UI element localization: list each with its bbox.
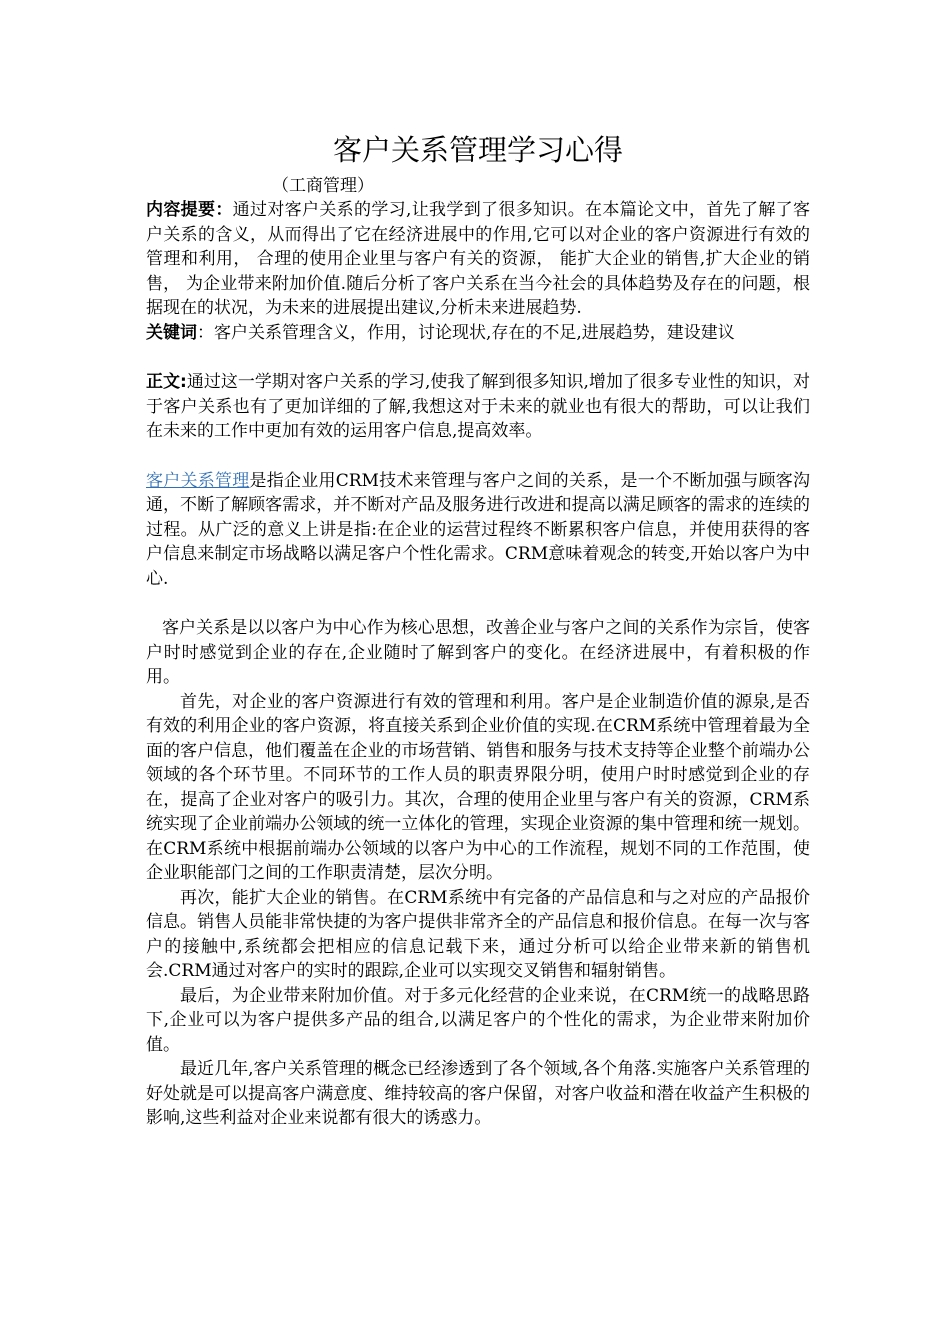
body-paragraph-4: 最后，为企业带来附加价值。对于多元化经营的企业来说，在CRM统一的战略思路下,企业可以为客户提供多产品的组合,以满足客户的个性化的需求，为企业带来附加价值。 [146, 985, 810, 1055]
body-colon: : [180, 372, 187, 392]
document-subtitle: （工商管理） [272, 176, 374, 196]
keywords-label: 关键词 [146, 322, 197, 343]
body-intro-paragraph [146, 370, 810, 444]
definition-paragraph [146, 469, 810, 592]
body-paragraph-3: 再次，能扩大企业的销售。在CRM系统中有完备的产品信息和与之对应的产品报价信息。销售人员能非常快捷的为客户提供非常齐全的产品信息和报价信息。在每一次与客户的接触中,系统都会把相应的信息记载下来，通过分析可以给企业带来新的销售机会.CRM通过对客户的实时的跟踪,企业可以实现交叉销售和辐射销售。 [146, 887, 810, 981]
abstract-label: 内容提要 [146, 200, 216, 220]
body-label: 正文 [146, 372, 181, 392]
body-paragraph-2: 首先，对企业的客户资源进行有效的管理和利用。客户是企业制造价值的源泉,是否有效的利用企业的客户资源，将直接关系到企业价值的实现.在CRM系统中管理着最为全面的客户信息，他们覆盖在企业的市场营销、销售和服务与技术支持等企业整个前端办公领域的各个环节里。不同环节的工作人员的职责界限分明，使用户时时感觉到企业的存在，提高了企业对客户的吸引力。其次，合理的使用企业里与客户有关的资源，CRM系统实现了企业前端办公领域的统一立体化的管理，实现企业资源的集中管理和统一规划。在CRM系统中根据前端办公领域的以客户为中心的工作流程，规划不同的工作范围，使企业职能部门之间的工作职责清楚，层次分明。 [146, 691, 810, 883]
abstract-colon: ： [215, 200, 233, 220]
definition-text: 是指企业用CRM技术来管理与客户之间的关系，是一个不断加强与顾客沟通，不断了解顾客需求，并不断对产品及服务进行改进和提高以满足顾客的需求的连续的过程。从广泛的意义上讲是指:在企业的运营过程终不断累积客户信息，并使用获得的客户信息来制定市场战略以满足客户个性化需求。CRM意味着观念的转变,开始以客户为中心. [146, 470, 810, 589]
abstract-text: 通过对客户关系的学习,让我学到了很多知识。在本篇论文中，首先了解了客户关系的含义，从而得出了它在经济进展中的作用,它可以对企业的客户资源进行有效的管理和利用， 合理的使用企业里与客户有关的资源， 能扩大企业的销售,扩大企业的销售， 为企业带来附加价值.随后分析了客户关系在当今社会的具体趋势及存在的问题，根据现在的状况，为未来的进展提出建议,分析未来进展趋势. [146, 200, 811, 318]
abstract-paragraph [146, 198, 810, 321]
keywords-colon: ： [197, 322, 214, 343]
crm-link[interactable]: 客户关系管理 [146, 470, 250, 491]
document-title: 客户关系管理学习心得 [332, 133, 623, 167]
body-paragraph-5: 最近几年,客户关系管理的概念已经渗透到了各个领域,各个角落.实施客户关系管理的好处就是可以提高客户满意度、维持较高的客户保留，对客户收益和潜在收益产生积极的影响,这些利益对企业来说都有很大的诱惑力。 [146, 1059, 810, 1128]
body-paragraph-1: 客户关系是以以客户为中心作为核心思想，改善企业与客户之间的关系作为宗旨，使客户时时感觉到企业的存在,企业随时了解到客户的变化。在经济进展中，有着积极的作用。 [146, 618, 810, 687]
keywords-text: 客户关系管理含义，作用，讨论现状,存在的不足,进展趋势，建设建议 [214, 322, 735, 343]
keywords-paragraph [146, 321, 810, 346]
body-intro-text: 通过这一学期对客户关系的学习,使我了解到很多知识,增加了很多专业性的知识，对于客户关系也有了更加详细的了解,我想这对于未来的就业也有很大的帮助，可以让我们在未来的工作中更加有效的运用客户信息,提高效率。 [146, 372, 811, 441]
document-page [146, 128, 810, 1131]
